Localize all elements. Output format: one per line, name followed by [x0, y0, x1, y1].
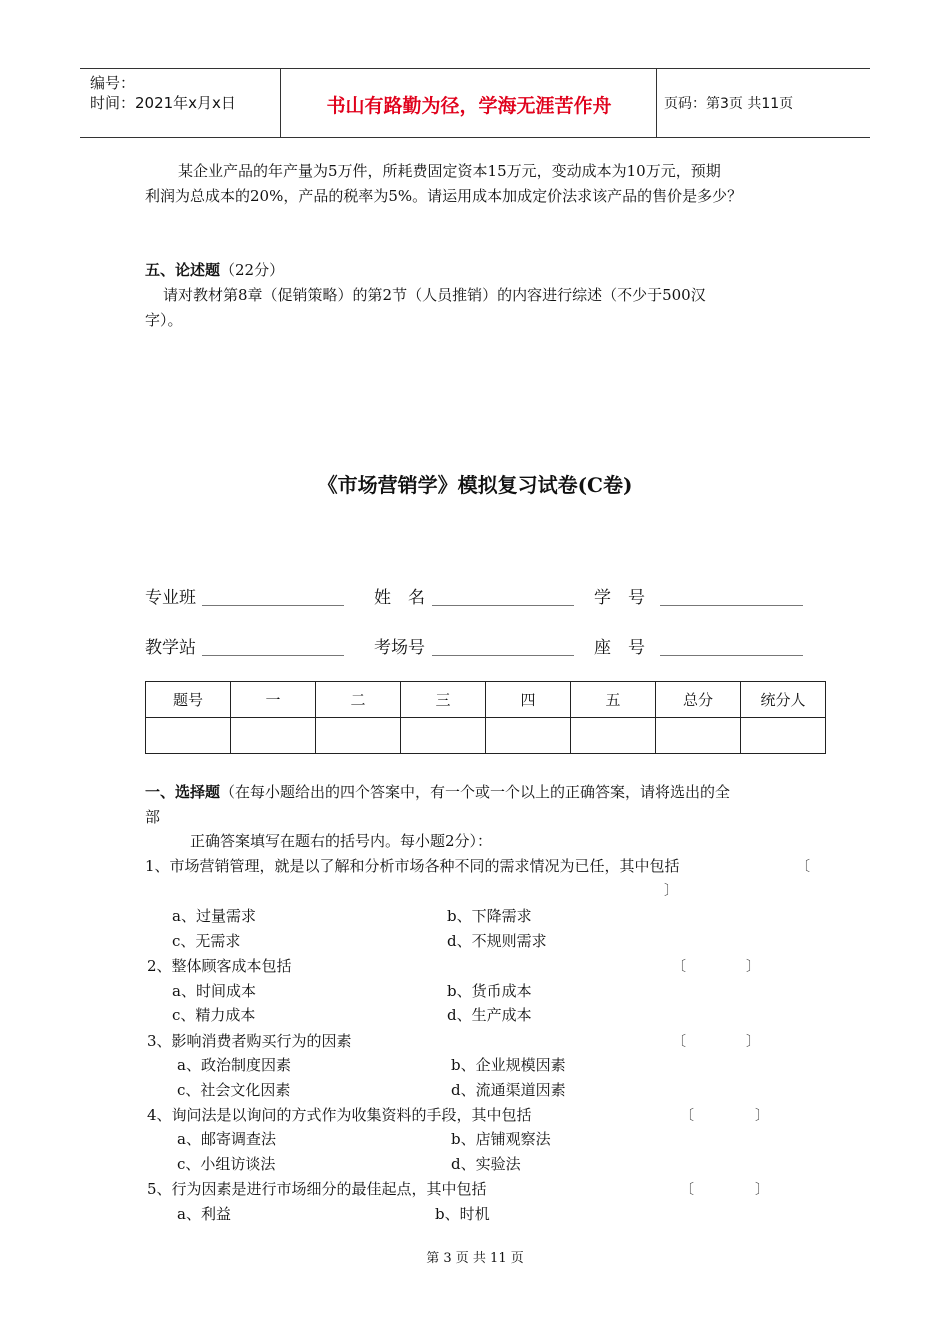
- option-b: b、下降需求: [447, 907, 532, 925]
- option-a: a、利益: [177, 1205, 231, 1223]
- document-code: 编号：: [90, 74, 136, 92]
- option-d: d、流通渠道因素: [451, 1081, 566, 1099]
- score-header-cell: 一: [231, 682, 316, 718]
- header-page-info: 页码：第3页 共11页: [664, 96, 794, 112]
- option-c: c、精力成本: [172, 1006, 256, 1024]
- option-b: b、企业规模因素: [451, 1056, 566, 1074]
- answer-bracket-close[interactable]: 〕: [755, 1108, 769, 1124]
- score-header-cell: 二: [316, 682, 401, 718]
- score-table-entry-row: [146, 718, 826, 754]
- score-header-cell: 总分: [656, 682, 741, 718]
- option-a: a、时间成本: [172, 982, 256, 1000]
- score-entry-cell[interactable]: [231, 718, 316, 754]
- header-divider: [656, 69, 657, 137]
- option-d: d、生产成本: [447, 1006, 532, 1024]
- page-footer: 第 3 页 共 11 页: [426, 1251, 524, 1266]
- answer-bracket-close[interactable]: 〕: [746, 1034, 760, 1050]
- section-5-line-1: 请对教材第8章（促销策略）的第2节（人员推销）的内容进行综述（不少于500汉: [163, 286, 706, 304]
- option-d: d、不规则需求: [447, 932, 547, 950]
- answer-bracket-close[interactable]: 〕: [755, 1182, 769, 1198]
- score-table-header-row: [146, 682, 826, 718]
- exam-title: 《市场营销学》模拟复习试卷(C卷): [317, 473, 633, 497]
- question-stem: 2、整体顾客成本包括: [147, 957, 292, 975]
- score-header-cell: 统分人: [741, 682, 826, 718]
- option-a: a、邮寄调查法: [177, 1130, 276, 1148]
- answer-bracket-close[interactable]: 〕: [664, 883, 678, 899]
- option-d: d、实验法: [451, 1155, 521, 1173]
- option-c: c、无需求: [172, 932, 241, 950]
- option-c: c、小组访谈法: [177, 1155, 276, 1173]
- seat-field[interactable]: [660, 655, 803, 656]
- prev-question-line-2: 利润为总成本的20%，产品的税率为5%。请运用成本加成定价法求该产品的售价是多少？: [145, 187, 743, 205]
- document-date: 时间：2021年x月x日: [90, 94, 236, 112]
- header-divider: [280, 69, 281, 137]
- answer-bracket-open[interactable]: 〔: [672, 1034, 686, 1050]
- answer-bracket-close[interactable]: 〕: [746, 959, 760, 975]
- section-1-title: 一、选择题: [145, 783, 221, 801]
- station-field[interactable]: [202, 655, 344, 656]
- prev-question-line-1: 某企业产品的年产量为5万件，所耗费固定资本15万元，变动成本为10万元，预期: [178, 162, 721, 180]
- score-entry-cell[interactable]: [486, 718, 571, 754]
- question-stem: 3、影响消费者购买行为的因素: [147, 1032, 352, 1050]
- section-1-instructions-line-3: 正确答案填写在题右的括号内。每小题2分）：: [190, 832, 493, 850]
- score-entry-cell[interactable]: [656, 718, 741, 754]
- section-5-line-2: 字）。: [145, 311, 183, 329]
- section-1-heading: [145, 780, 730, 805]
- option-b: b、时机: [435, 1205, 490, 1223]
- label-seat: 座 号: [594, 638, 645, 658]
- score-entry-cell[interactable]: [316, 718, 401, 754]
- exam-room-field[interactable]: [432, 655, 574, 656]
- question-stem: 5、行为因素是进行市场细分的最佳起点，其中包括: [147, 1180, 487, 1198]
- option-a: a、过量需求: [172, 907, 256, 925]
- header-meta: [90, 73, 236, 113]
- option-c: c、社会文化因素: [177, 1081, 291, 1099]
- answer-bracket-open[interactable]: 〔: [672, 959, 686, 975]
- label-name: 姓 名: [374, 588, 425, 608]
- student-id-field[interactable]: [660, 605, 803, 606]
- label-exam-room: 考场号: [374, 638, 425, 658]
- section-1-instructions: （在每小题给出的四个答案中，有一个或一个以上的正确答案，请将选出的全: [220, 783, 731, 801]
- answer-bracket-open[interactable]: 〔: [680, 1182, 694, 1198]
- score-entry-cell[interactable]: [146, 718, 231, 754]
- option-b: b、店铺观察法: [451, 1130, 551, 1148]
- option-a: a、政治制度因素: [177, 1056, 291, 1074]
- score-table: [145, 681, 826, 754]
- score-header-cell: 题号: [146, 682, 231, 718]
- answer-bracket-open[interactable]: 〔: [680, 1108, 694, 1124]
- section-5-title: 五、论述题: [145, 261, 221, 279]
- option-b: b、货币成本: [447, 982, 532, 1000]
- header-motto: 书山有路勤为径，学海无涯苦作舟: [326, 95, 612, 117]
- page-header: [80, 68, 870, 138]
- answer-bracket-open[interactable]: 〔: [796, 859, 810, 875]
- section-5-points: （22分）: [220, 261, 285, 279]
- score-header-cell: 四: [486, 682, 571, 718]
- score-header-cell: 三: [401, 682, 486, 718]
- score-entry-cell[interactable]: [741, 718, 826, 754]
- score-entry-cell[interactable]: [401, 718, 486, 754]
- label-student-id: 学 号: [594, 588, 645, 608]
- question-stem: 4、询问法是以询问的方式作为收集资料的手段，其中包括: [147, 1106, 532, 1124]
- section-5-heading: [145, 258, 284, 283]
- section-1-instructions-cont: 部: [145, 808, 161, 826]
- question-stem: 1、市场营销管理，就是以了解和分析市场各种不同的需求情况为已任，其中包括: [145, 857, 680, 875]
- score-entry-cell[interactable]: [571, 718, 656, 754]
- label-major-class: 专业班: [145, 588, 196, 608]
- major-class-field[interactable]: [202, 605, 344, 606]
- label-station: 教学站: [145, 638, 196, 658]
- name-field[interactable]: [432, 605, 574, 606]
- score-header-cell: 五: [571, 682, 656, 718]
